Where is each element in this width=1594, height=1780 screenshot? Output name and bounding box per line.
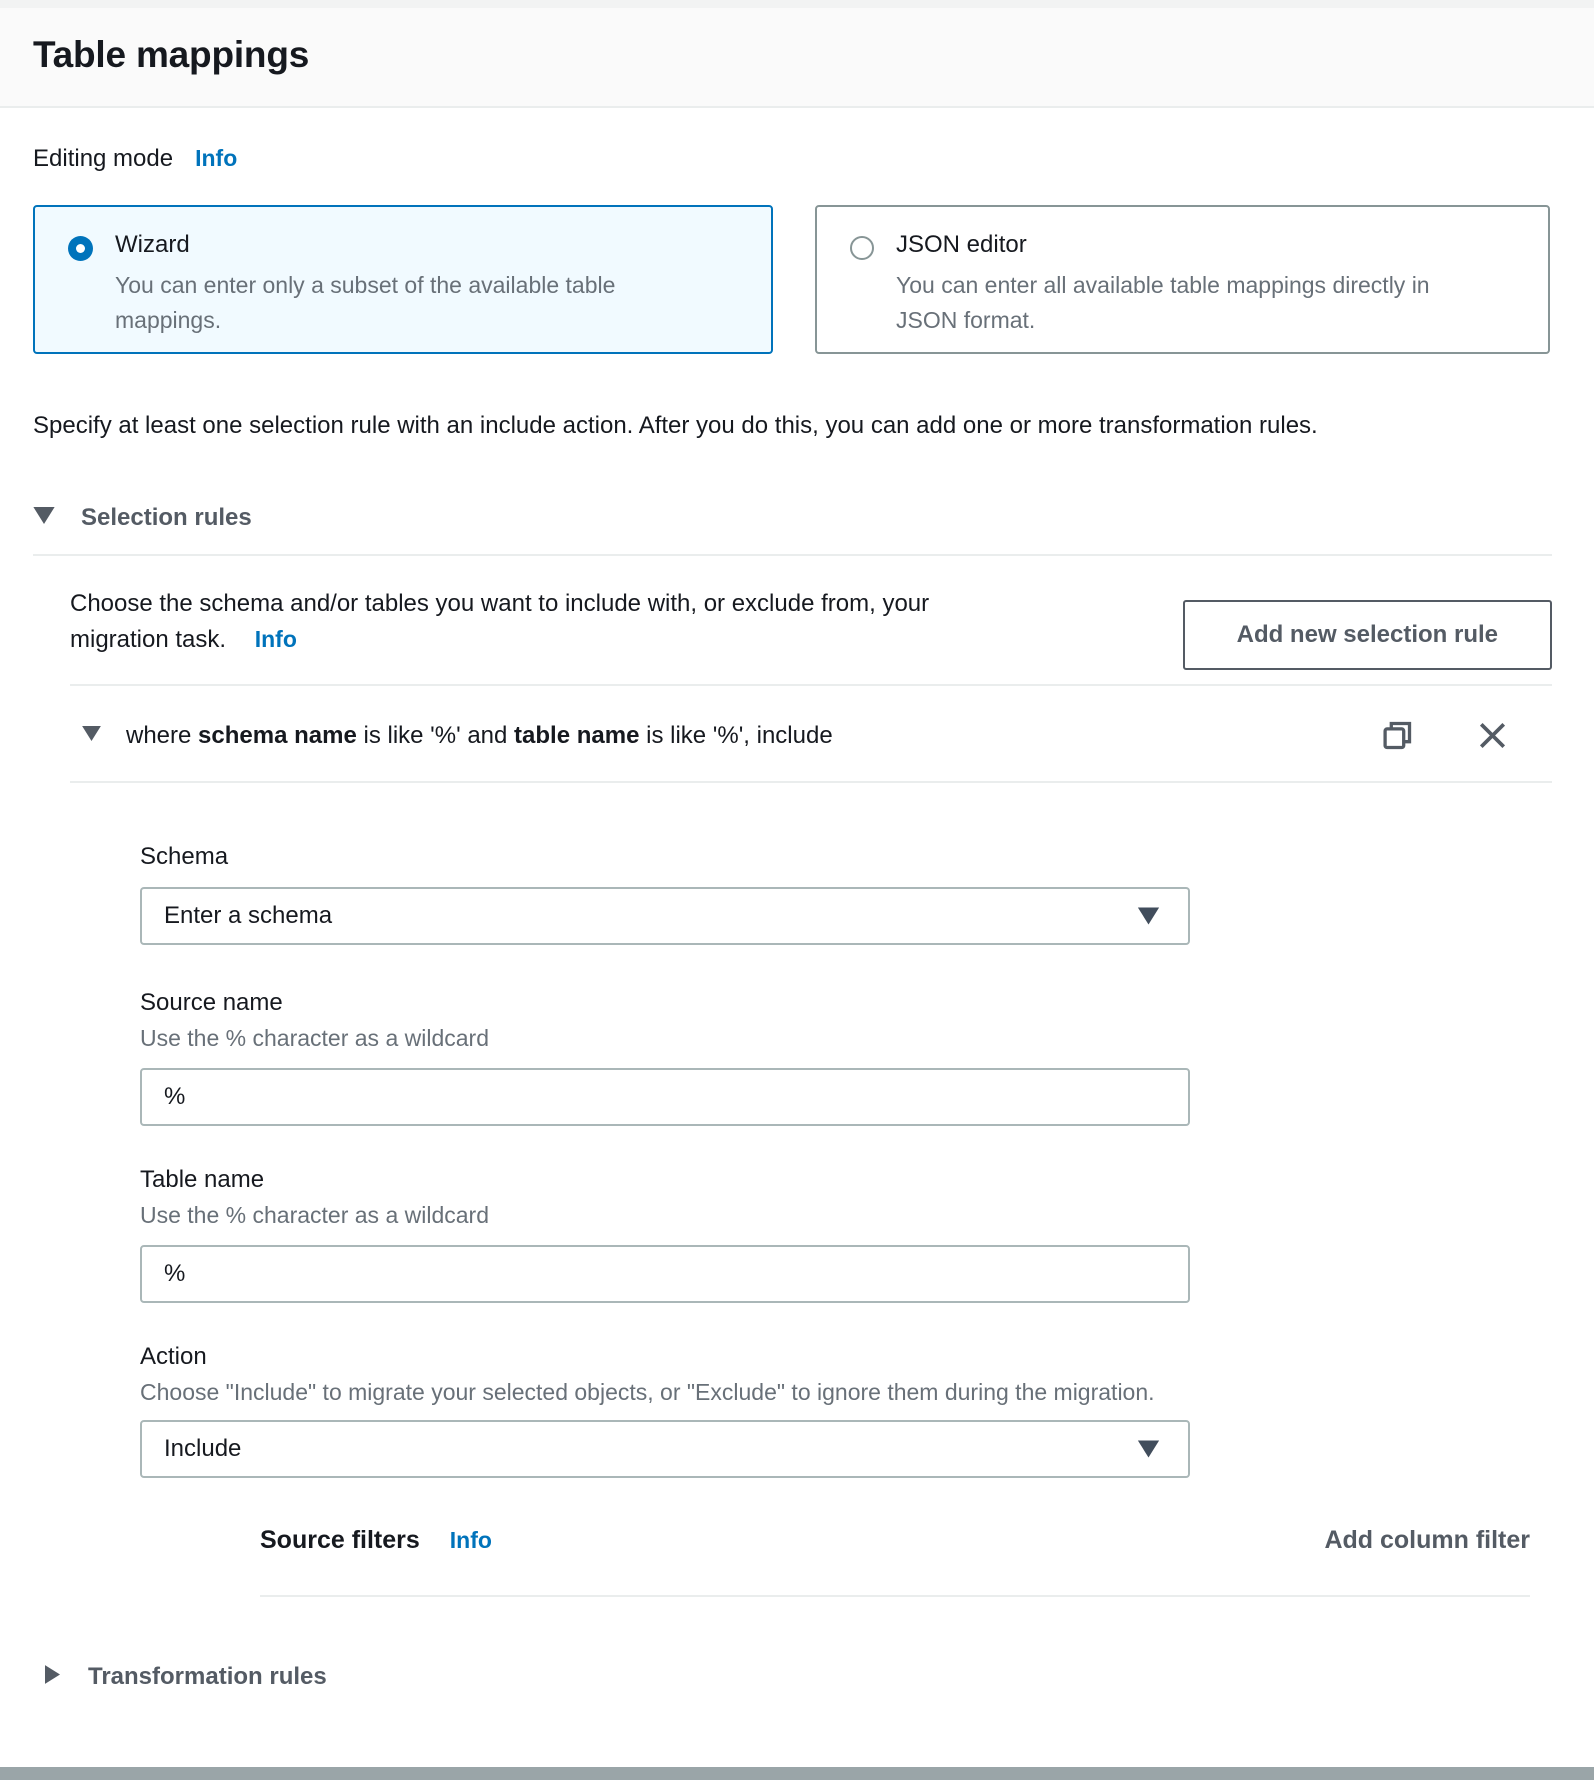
editing-mode-options xyxy=(33,205,1552,354)
source-filters-info-link[interactable]: Info xyxy=(449,1527,492,1554)
table-name-hint: Use the % character as a wildcard xyxy=(140,1202,489,1229)
editing-mode-label: Editing mode xyxy=(33,145,174,172)
page-title: Table mappings xyxy=(33,34,310,75)
wizard-option-label: Wizard xyxy=(115,231,190,258)
selection-rule-form xyxy=(33,783,1552,1597)
intro-text: Specify at least one selection rule with an include action. After you do this, you can add one or more transformation rules. xyxy=(33,412,1318,439)
schema-select-value: Enter a schema xyxy=(164,902,333,930)
action-hint: Choose "Include" to migrate your selected objects, or "Exclude" to ignore them during the migration. xyxy=(140,1379,1155,1406)
editing-mode-option-json-editor[interactable] xyxy=(815,205,1550,354)
dropdown-caret-icon xyxy=(1137,908,1160,925)
table-name-input[interactable] xyxy=(142,1247,1188,1301)
schema-select[interactable] xyxy=(140,887,1190,945)
bottom-section-edge xyxy=(0,1767,1594,1780)
wizard-option-description: You can enter only a subset of the available table mappings. xyxy=(115,272,616,333)
selection-rules-info-link[interactable]: Info xyxy=(254,626,297,653)
source-filters-row xyxy=(260,1526,1552,1555)
chevron-down-icon xyxy=(82,726,101,746)
selection-rules-title: Selection rules xyxy=(81,504,252,532)
close-icon xyxy=(1477,720,1508,751)
chevron-down-icon xyxy=(33,507,55,529)
source-name-hint: Use the % character as a wildcard xyxy=(140,1025,489,1052)
wizard-radio-selected[interactable] xyxy=(68,236,93,261)
editing-mode-option-wizard[interactable] xyxy=(33,205,773,354)
selection-rules-body xyxy=(33,586,1552,1597)
transformation-rules-title: Transformation rules xyxy=(88,1663,327,1691)
divider xyxy=(260,1595,1530,1597)
action-field-group xyxy=(140,1343,1552,1478)
panel-content xyxy=(0,145,1594,1691)
editing-mode-row xyxy=(33,145,1552,173)
source-name-label: Source name xyxy=(140,989,283,1017)
action-select-value: Include xyxy=(164,1435,242,1463)
top-strip xyxy=(0,0,1594,8)
schema-label: Schema xyxy=(140,843,229,871)
copy-icon xyxy=(1382,720,1413,751)
chevron-right-icon xyxy=(45,1664,60,1690)
add-selection-rule-button[interactable]: Add new selection rule xyxy=(1183,600,1552,670)
selection-rules-header[interactable] xyxy=(33,504,1552,556)
source-name-input[interactable] xyxy=(142,1070,1188,1124)
schema-field-group xyxy=(140,843,1552,945)
table-name-label: Table name xyxy=(140,1166,265,1194)
transformation-rules-header[interactable] xyxy=(45,1663,1552,1691)
editing-mode-info-link[interactable]: Info xyxy=(195,145,238,171)
selection-rules-description-row xyxy=(33,586,1552,670)
selection-rule-summary: where schema name is like '%' and table name is like '%', include xyxy=(126,721,833,749)
json-editor-option-description: You can enter all available table mappings directly in JSON format. xyxy=(896,272,1430,333)
action-label: Action xyxy=(140,1343,207,1371)
remove-rule-button[interactable] xyxy=(1477,720,1508,751)
selection-rules-description: Choose the schema and/or tables you want to include with, or exclude from, your migration task. xyxy=(70,590,930,654)
panel-header xyxy=(0,8,1594,108)
source-name-field-group xyxy=(140,989,1552,1126)
table-name-field-group xyxy=(140,1166,1552,1303)
selection-rule-summary-row[interactable] xyxy=(70,686,1552,781)
source-filters-label: Source filters xyxy=(260,1526,420,1555)
json-editor-radio[interactable] xyxy=(850,236,874,260)
add-column-filter-button[interactable]: Add column filter xyxy=(1324,1526,1530,1555)
dropdown-caret-icon xyxy=(1137,1441,1160,1458)
action-select[interactable] xyxy=(140,1420,1190,1478)
duplicate-rule-button[interactable] xyxy=(1382,720,1413,751)
json-editor-option-label: JSON editor xyxy=(896,231,1027,258)
